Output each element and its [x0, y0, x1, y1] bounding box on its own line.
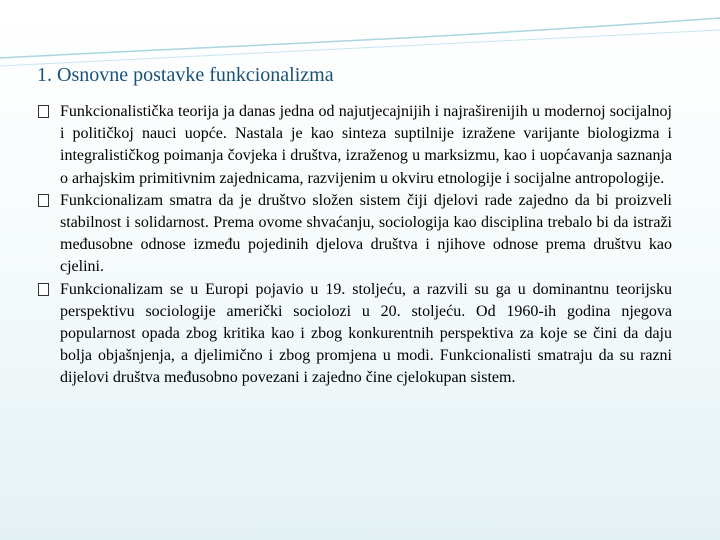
square-bullet-icon	[38, 194, 49, 207]
bullet-text: Funkcionalizam smatra da je društvo složen sistem čiji djelovi rade zajedno da bi proizveli stabilnost i solidarnost. Prema ovome shvaćanju, sociologija kao disciplina trebalo bi da istraži međusobne odnose između pojedinih djelova društva i njihove odnose prema društvu kao cjelini.	[60, 191, 672, 276]
bullet-text: Funkcionalizam se u Europi pojavio u 19. stoljeću, a razvili su ga u dominantnu teorijsku perspektivu sociologije američki sociolozi u 20. stoljeću. Od 1960-ih godina njegova popularnost opada zbog kritika kao i zbog konkurentnih perspektiva za koje se čini da daju bolja objašnjenja, a djelimično i zbog promjena u modi. Funkcionalisti smatraju da su razni dijelovi društva međusobno povezani i zajedno čine cjelokupan sistem.	[60, 280, 672, 387]
bullet-text: Funkcionalistička teorija ja danas jedna od najutjecajnijih i najraširenijih u modernoj socijalnoj i političkoj nauci uopće. Nastala je kao sinteza suptilnije izražene varijante biologizma i integralističkog poimanja čovjeka i društva, izraženog u marksizmu, kao i uopćavanja saznanja o arhajskim primitivnim zajednicama, razvijenim u okviru etnologije i socijalne antropologije.	[60, 103, 672, 187]
bullet-item	[38, 279, 672, 390]
square-bullet-icon	[38, 283, 49, 296]
bullet-item	[38, 101, 672, 190]
bullet-list	[38, 101, 672, 390]
slide-title: 1. Osnovne postavke funkcionalizma	[37, 64, 334, 86]
bullet-item	[38, 190, 672, 279]
square-bullet-icon	[38, 105, 49, 118]
